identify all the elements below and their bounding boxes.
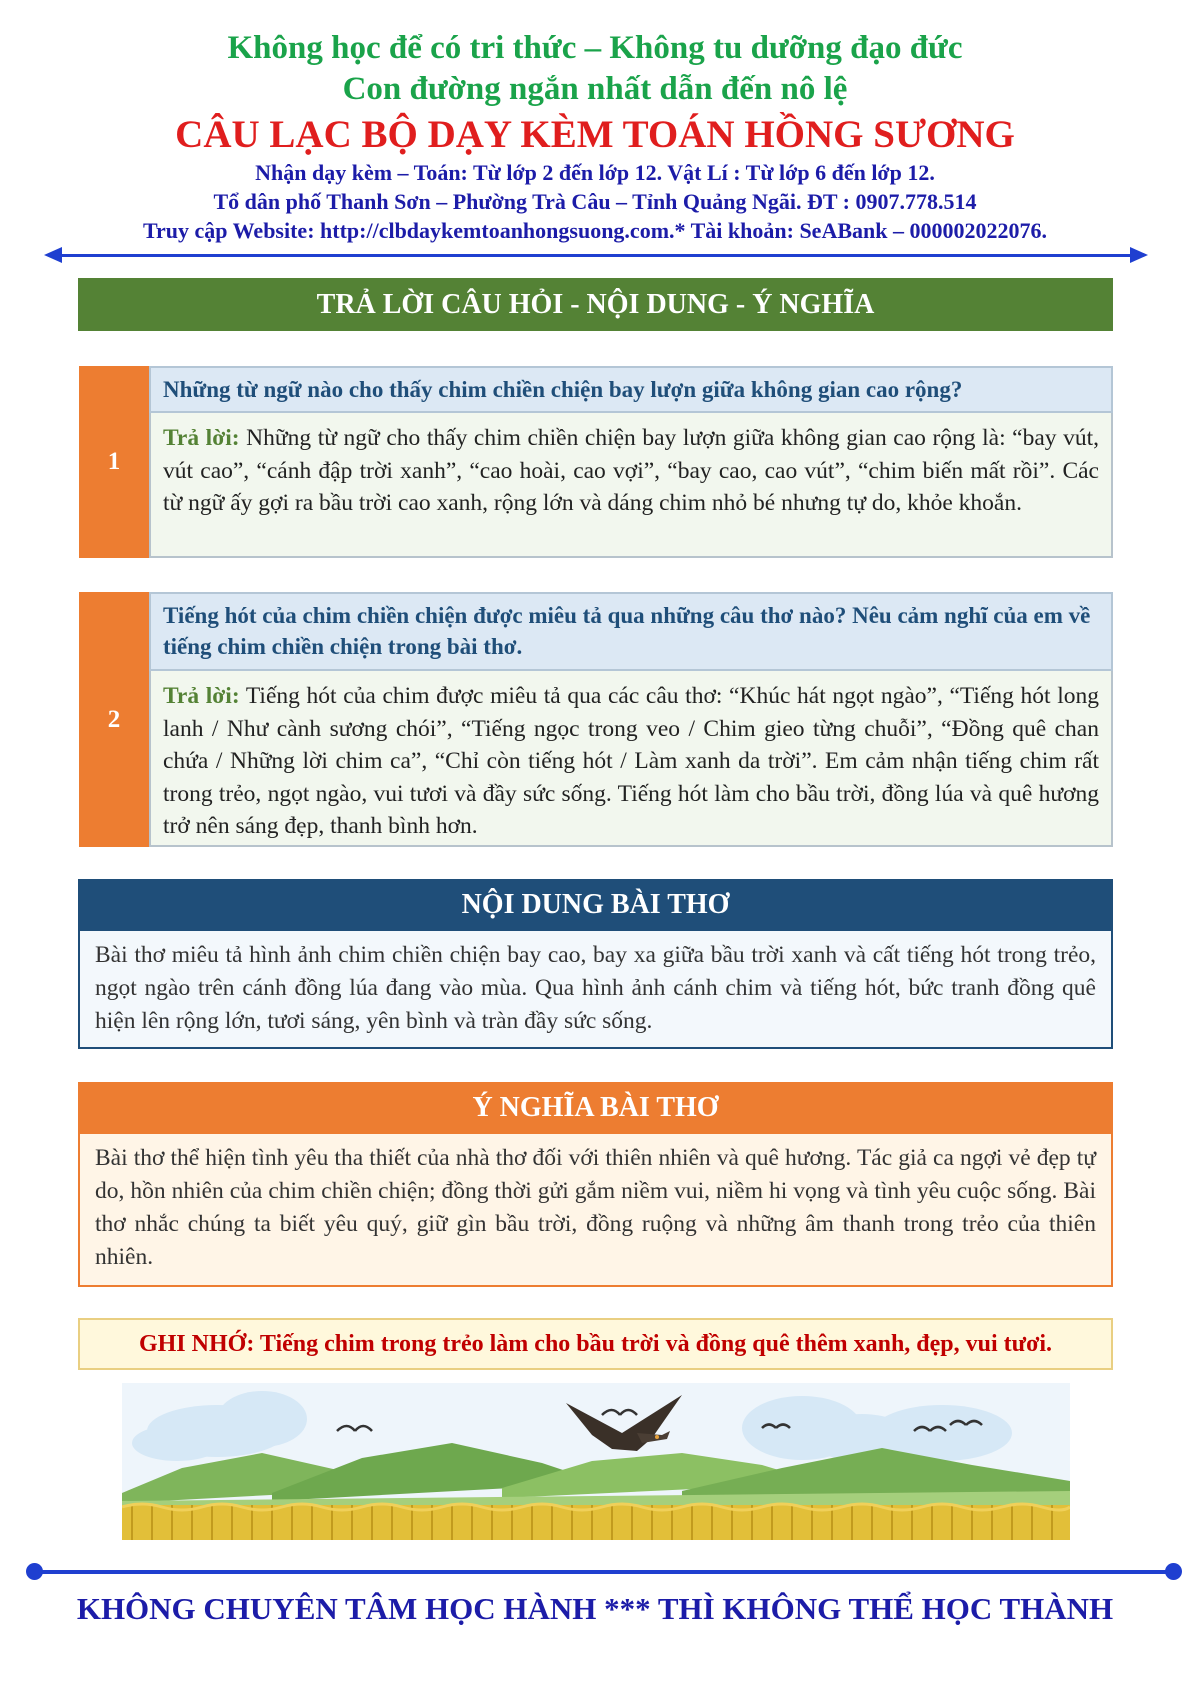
- section-title: TRẢ LỜI CÂU HỎI - NỘI DUNG - Ý NGHĨA: [78, 278, 1113, 331]
- answer-text: [149, 671, 1113, 847]
- question-block-1: [79, 366, 1113, 558]
- info-line-2: Tổ dân phố Thanh Sơn – Phường Trà Câu – Tỉnh Quảng Ngãi. ĐT : 0907.778.514: [213, 189, 977, 214]
- content-text: Bài thơ miêu tả hình ảnh chim chiền chiện bay cao, bay xa giữa bầu trời xanh và cất tiếng hót trong trẻo, ngọt ngào trên cánh đồng lúa đang vào mùa. Qua hình ảnh cánh chim và tiếng hót, bức tranh đồng quê hiện lên rộng lớn, tươi sáng, yên bình và tràn đầy sức sống.: [95, 942, 1096, 1034]
- question-number: 2: [79, 592, 149, 847]
- answer-label: Trả lời:: [163, 683, 240, 709]
- remember-note: GHI NHỚ: Tiếng chim trong trẻo làm cho bầu trời và đồng quê thêm xanh, đẹp, vui tươi.: [78, 1318, 1113, 1370]
- question-block-2: [79, 592, 1113, 847]
- answer-label: Trả lời:: [163, 425, 240, 451]
- footer-divider: [32, 1570, 1172, 1574]
- club-name: CÂU LẠC BỘ DẠY KÈM TOÁN HỒNG SƯƠNG: [175, 113, 1015, 156]
- meaning-box: [78, 1082, 1113, 1287]
- dot-icon: [1165, 1563, 1182, 1580]
- info-line-3: Truy cập Website: http://clbdaykemtoanhongsuong.com.* Tài khoản: SeABank – 000002022076.: [143, 218, 1047, 243]
- footer-slogan: KHÔNG CHUYÊN TÂM HỌC HÀNH *** THÌ KHÔNG THỂ HỌC THÀNH: [76, 1591, 1114, 1626]
- answer-body: Tiếng hót của chim được miêu tả qua các câu thơ: “Khúc hát ngọt ngào”, “Tiếng hót long lanh / Như cành sương chói”, “Tiếng ngọc trong veo / Chim gieo từng chuỗi”, “Đồng quê chan chứa / Những lời chim ca”, “Chỉ còn tiếng hót / Làm xanh da trời”. Em cảm nhận tiếng chim rất trong trẻo, ngọt ngào, vui tươi và đầy sức sống. Tiếng hót làm cho bầu trời, đồng lúa và quê hương trở nên sáng đẹp, thanh bình hơn.: [163, 683, 1100, 839]
- question-text: Những từ ngữ nào cho thấy chim chiền chiện bay lượn giữa không gian cao rộng?: [149, 366, 1113, 413]
- meaning-text: Bài thơ thể hiện tình yêu tha thiết của nhà thơ đối với thiên nhiên và quê hương. Tác giả ca ngợi vẻ đẹp tự do, hồn nhiên của chim chiền chiện; đồng thời gửi gắm niềm vui, niềm hi vọng và tình yêu cuộc sống. Bài thơ nhắc chúng ta biết yêu quý, giữ gìn bầu trời, đồng ruộng và những âm thanh trong trẻo của thiên nhiên.: [95, 1145, 1096, 1270]
- dot-icon: [26, 1563, 43, 1580]
- arrow-left-icon: [44, 247, 62, 263]
- meaning-title: Ý NGHĨA BÀI THƠ: [78, 1082, 1113, 1134]
- motto-line-2: Con đường ngắn nhất dẫn đến nô lệ: [342, 71, 848, 107]
- content-title: NỘI DUNG BÀI THƠ: [78, 879, 1113, 931]
- question-text: Tiếng hót của chim chiền chiện được miêu tả qua những câu thơ nào? Nêu cảm nghĩ của em về tiếng chim chiền chiện trong bài thơ.: [149, 592, 1113, 671]
- answer-text: [149, 413, 1113, 558]
- rice-field-icon: [122, 1504, 1070, 1540]
- motto-line-1: Không học để có tri thức – Không tu dưỡng đạo đức: [227, 30, 963, 66]
- question-number: 1: [79, 366, 149, 558]
- countryside-illustration: [122, 1383, 1070, 1540]
- header-divider: [50, 254, 1142, 257]
- info-line-1: Nhận dạy kèm – Toán: Từ lớp 2 đến lớp 12. Vật Lí : Từ lớp 6 đến lớp 12.: [255, 160, 935, 185]
- content-box: [78, 879, 1113, 1049]
- header: [0, 28, 1190, 245]
- answer-body: Những từ ngữ cho thấy chim chiền chiện bay lượn giữa không gian cao rộng là: “bay vút, vút cao”, “cánh đập trời xanh”, “cao hoài, cao vợi”, “bay cao, cao vút”, “chim biến mất rồi”. Các từ ngữ ấy gợi ra bầu trời cao xanh, rộng lớn và dáng chim nhỏ bé nhưng tự do, khỏe khoắn.: [163, 425, 1100, 516]
- arrow-right-icon: [1130, 247, 1148, 263]
